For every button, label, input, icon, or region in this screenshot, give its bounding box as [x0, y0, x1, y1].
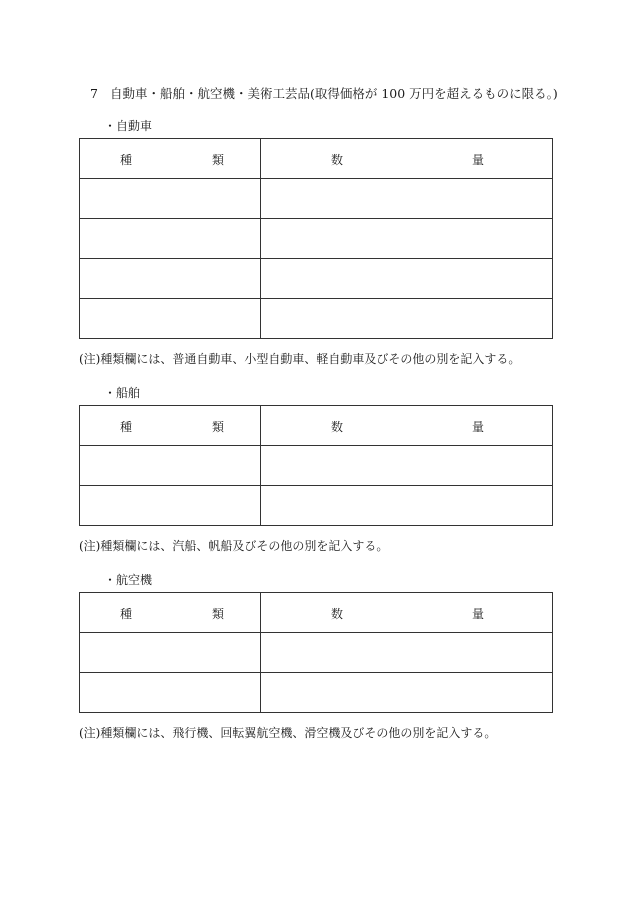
table-header-row	[80, 593, 553, 633]
kind-cell[interactable]	[80, 259, 261, 299]
quantity-cell[interactable]	[261, 633, 553, 673]
kind-header-char-1: 種	[120, 153, 133, 167]
section-title: 自動車・船舶・航空機・美術工芸品(取得価格が 100 万円を超えるものに限る。)	[109, 86, 558, 101]
kind-header-cell	[80, 406, 261, 446]
kind-cell[interactable]	[80, 219, 261, 259]
automobile-label: ・自動車	[104, 119, 153, 133]
section-heading	[90, 84, 558, 102]
quantity-cell[interactable]	[261, 219, 553, 259]
section-number: 7	[90, 86, 98, 101]
table-row	[80, 446, 553, 486]
quantity-cell[interactable]	[261, 486, 553, 526]
quantity-header-char-1: 数	[331, 153, 344, 167]
table-row	[80, 219, 553, 259]
aircraft-label: ・航空機	[104, 573, 153, 587]
kind-header-cell	[80, 593, 261, 633]
table-header-row	[80, 139, 553, 179]
quantity-header-cell	[261, 593, 553, 633]
quantity-cell[interactable]	[261, 259, 553, 299]
quantity-cell[interactable]	[261, 179, 553, 219]
table-row	[80, 299, 553, 339]
table-row	[80, 259, 553, 299]
table-row	[80, 673, 553, 713]
quantity-header-char-2: 量	[472, 153, 485, 167]
kind-cell[interactable]	[80, 673, 261, 713]
kind-header-char-1: 種	[120, 607, 133, 621]
quantity-cell[interactable]	[261, 299, 553, 339]
ship-table	[79, 405, 553, 526]
table-row	[80, 179, 553, 219]
table-row	[80, 486, 553, 526]
kind-cell[interactable]	[80, 179, 261, 219]
kind-cell[interactable]	[80, 299, 261, 339]
table-row	[80, 633, 553, 673]
kind-header-cell	[80, 139, 261, 179]
quantity-cell[interactable]	[261, 446, 553, 486]
table-header-row	[80, 406, 553, 446]
aircraft-note: (注)種類欄には、飛行機、回転翼航空機、滑空機及びその他の別を記入する。	[79, 726, 497, 740]
quantity-header-cell	[261, 406, 553, 446]
kind-header-char-2: 類	[212, 153, 225, 167]
ship-note: (注)種類欄には、汽船、帆船及びその他の別を記入する。	[79, 539, 389, 553]
automobile-note: (注)種類欄には、普通自動車、小型自動車、軽自動車及びその他の別を記入する。	[79, 352, 521, 366]
quantity-header-char-2: 量	[472, 607, 485, 621]
kind-header-char-1: 種	[120, 420, 133, 434]
aircraft-table	[79, 592, 553, 713]
quantity-header-char-2: 量	[472, 420, 485, 434]
quantity-header-cell	[261, 139, 553, 179]
kind-header-char-2: 類	[212, 607, 225, 621]
ship-label: ・船舶	[104, 386, 141, 400]
kind-cell[interactable]	[80, 633, 261, 673]
automobile-table	[79, 138, 553, 339]
quantity-header-char-1: 数	[331, 607, 344, 621]
quantity-cell[interactable]	[261, 673, 553, 713]
kind-cell[interactable]	[80, 446, 261, 486]
quantity-header-char-1: 数	[331, 420, 344, 434]
kind-header-char-2: 類	[212, 420, 225, 434]
kind-cell[interactable]	[80, 486, 261, 526]
